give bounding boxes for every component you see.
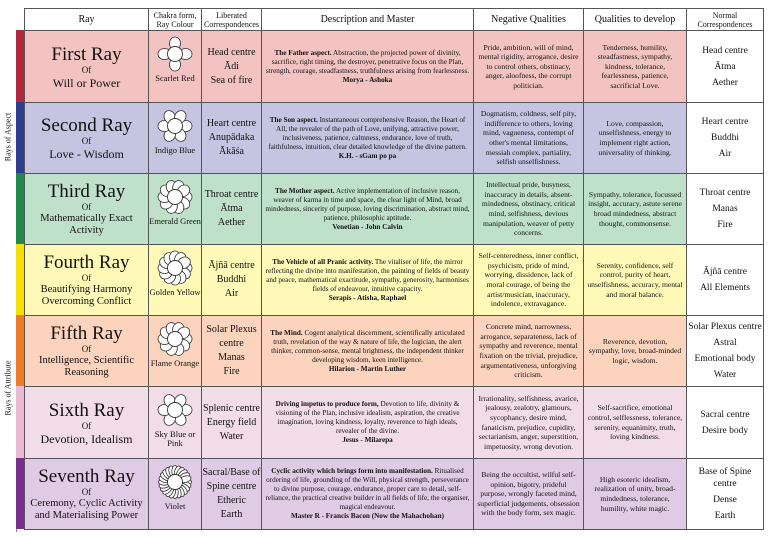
ray-colour-strip [16,173,24,244]
chakra-cell [149,245,202,316]
normal-item: All Elements [700,283,750,293]
header-liberated: Liberated Correspondences [202,9,262,31]
ray-subtitle: Devotion, Idealism [40,431,133,446]
ray-title: Sixth Ray [48,399,125,421]
normal-item: Dense [713,495,737,505]
header-ray: Ray [25,9,149,31]
master-name: Serapis - Atisha, Raphael [328,293,407,302]
ray-title: Seventh Ray [38,466,135,487]
liberated-item: Ādi [224,60,239,72]
master-name: Hilarion - Martin Luther [328,364,407,373]
ray-title-cell [25,174,149,245]
normal-item: Ājñā centre [702,267,748,277]
normal-item: Desire body [701,425,749,436]
ray-subtitle: Ceremony, Cyclic Activity and Materialising Power [30,498,143,521]
liberated-item: Ākāśa [219,146,244,157]
description-cell [262,245,474,316]
normal-item: Solar Plexus centre [688,322,762,332]
liberated-correspondences [202,316,262,387]
qualities-to-develop: High esoteric idealism, realization of unity, broad-mindedness, tolerance, humility, white magic. [584,459,687,530]
master-name: Venetian - John Calvin [332,222,403,231]
liberated-item: Ājñā centre [208,260,255,271]
liberated-item: Water [219,430,244,442]
ray-title-cell [25,103,149,174]
ray-colour-strip [16,244,24,315]
liberated-correspondences [202,387,262,459]
ray-subtitle: Mathematically Exact Activity [40,213,133,236]
normal-item: Buddhi [711,133,739,143]
chakra-cell [149,174,202,245]
ray-title: Third Ray [47,181,126,202]
description-cell [262,103,474,174]
negative-qualities: Self-centeredness, inner conflict, psychicism, pride of mind, worrying, dissidence, lack of moral courage, of being the artist/musician, inaccuracy, indolence, extravagance. [474,245,584,316]
ray-subtitle: Love - Wisdom [49,147,124,161]
ray-title: Fourth Ray [43,252,130,273]
liberated-item: Solar Plexus centre [206,324,257,349]
ray-title-cell [25,316,149,387]
ray-row [25,316,764,387]
master-name: K.H. - sGam po pa [338,151,397,160]
master-name: Master R - Francis Bacon (Now the Mahachohan) [291,512,444,520]
negative-qualities: Pride, ambition, will of mind, mental rigidity, arrogance, desire to control others, obstinacy, anger, aloofness, the corrupt politician. [474,31,584,103]
ray-of: Of [81,344,92,354]
liberated-item: Etheric [217,495,246,506]
chakra-lotus-icon [157,36,193,72]
liberated-correspondences [202,459,262,530]
description-cell [262,459,474,530]
chakra-cell [149,316,202,387]
normal-item: Air [718,149,732,159]
normal-item: Sacral centre [700,409,750,420]
normal-correspondences [687,103,764,174]
liberated-item: Anupādaka [208,132,255,143]
normal-item: Aether [712,77,738,88]
chakra-lotus-icon [157,108,193,144]
description-lead: The Mother aspect. [275,186,335,195]
master-name: Jesus - Milarepa [342,436,393,444]
ray-title: Second Ray [40,115,133,136]
liberated-item: Splenic centre [203,402,260,414]
qualities-to-develop: Self-sacrifice, emotional control, selflessness, tolerance, serenity, equanimity, truth, loving kindness. [584,387,687,459]
chakra-lotus-icon [157,179,193,215]
chakra-lotus-icon [157,321,193,357]
description-cell [262,316,474,387]
rays-table [24,8,764,530]
chakra-colour-label: Violet [164,501,186,511]
normal-item: Manas [712,204,738,214]
normal-item: Emotional body [694,354,756,364]
normal-correspondences [687,316,764,387]
chakra-lotus-icon [157,392,193,428]
ray-title-cell [25,387,149,459]
description-lead: Driving impetus to produce form, [275,400,379,408]
ray-subtitle: Beautifying Harmony Overcoming Conflict [40,284,133,307]
liberated-item: Sea of fire [210,74,253,86]
ray-title: Fifth Ray [50,323,123,344]
ray-title-cell [25,459,149,530]
chakra-cell [149,387,202,459]
chakra-cell [149,103,202,174]
negative-qualities: Dogmatism, coldness, self pity, indifference to others, loving mind, vagueness, contempt of other's mental limitations, messiah complex, partiality, selfish unselfishness. [474,103,584,174]
normal-item: Heart centre [701,117,749,127]
chakra-lotus-icon [157,250,193,286]
liberated-item: Energy field [206,416,257,428]
normal-item: Fire [717,220,733,230]
ray-row [25,387,764,459]
ray-colour-strip [16,458,24,529]
qualities-to-develop: Sympathy, tolerance, focussed insight, accuracy, astute serene broad mindedness, abstract thought, commonsense. [584,174,687,245]
description-cell [262,174,474,245]
liberated-correspondences [202,103,262,174]
liberated-correspondences [202,174,262,245]
description-text: Abstraction, the projected power of divinity, sacrifice, right timing, the destroyer, penetrative focus on the Plan, strength, courage, steadfastness, truthfulness arising from fearlessness. [265,48,470,75]
chakra-cell [149,459,202,530]
header-description: Description and Master [262,9,474,31]
normal-correspondences [687,174,764,245]
qualities-to-develop: Love, compassion, unselfishness, energy to implement right action, universality of thinking. [584,103,687,174]
ray-row [25,174,764,245]
description-cell [262,31,474,103]
normal-item: Earth [714,511,736,521]
liberated-item: Buddhi [216,274,247,285]
ray-of: Of [81,136,92,146]
ray-colour-strip [16,386,24,458]
ray-colour-strip [16,102,24,173]
header-normal: Normal Correspondences [687,9,764,31]
liberated-item: Head centre [207,46,256,58]
description-lead: The Vehicle of all Pranic activity. [272,257,374,266]
liberated-item: Heart centre [206,118,257,129]
negative-qualities: Concrete mind, narrowness, arrogance, separateness, lack of sympathy and reverence, mental fixation on the trivial, prejudice, argumentativeness, unforgiving criticism. [474,316,584,387]
chakra-colour-label: Flame Orange [150,358,200,368]
normal-correspondences [687,245,764,316]
normal-item: Throat centre [699,188,751,198]
normal-correspondences [687,31,764,103]
ray-title-cell [25,245,149,316]
description-lead: The Mind. [270,328,303,337]
description-text: Active implementation of inclusive reason, weaver of karma in time and space, the clear light of Mind, broad mindedness, sincerity of purpose, loving discrimination, abstract mind, patience, philosophic aptitude. [265,186,470,222]
liberated-item: Ātma [220,203,243,214]
description-lead: Cyclic activity which brings form into manifestation. [271,467,433,475]
liberated-item: Manas [218,352,245,363]
description-lead: The Father aspect. [274,48,332,57]
liberated-item: Aether [217,217,246,228]
chakra-colour-label: Emerald Green [149,216,201,226]
ray-colour-strip [16,30,24,102]
normal-item: Astral [713,338,737,348]
description-text: Instantaneous comprehensive Reason, the Heart of All, the revealer of the path of Love, unifying, attractive power, inclusiveness, patience, calmness, endurance, love of truth, faithfulness, intuition, clear detailed knowledge of the divine pattern. [268,115,467,151]
ray-of: Of [81,420,92,431]
header-negative: Negative Qualities [474,9,584,31]
description-text: Cogent analytical discernment, scientifically articulated truth, revelation of the way & nature of life, the logician, the alert thinker, common-sense, mental brightness, the independent thinker developing wisdom, keen intelligence. [271,328,465,364]
normal-correspondences [687,387,764,459]
chakra-cell [149,31,202,103]
ray-row [25,31,764,103]
normal-item: Ātma [714,61,736,72]
qualities-to-develop: Reverence, devotion, sympathy, love, broad-minded logic, wisdom. [584,316,687,387]
normal-item: Water [713,370,737,380]
ray-title-cell [25,31,149,103]
ray-row [25,103,764,174]
liberated-item: Sacral/Base of Spine centre [202,467,261,492]
chakra-colour-label: Sky Blue or Pink [154,429,196,448]
header-qualities: Qualities to develop [584,9,687,31]
rays-of-aspect-label: Rays of Aspect [0,30,17,243]
negative-qualities: Being the occultist, wilful self-opinion, bigotry, prideful purpose, wrongly faceted mind, superficial judgements, obsession with the body form, sex magic. [474,459,584,530]
ray-colour-strip [16,315,24,386]
liberated-correspondences [202,245,262,316]
description-text: The vitaliser of life, the mirror reflecting the divine into manifestation, the painting of fields of beauty and peace, mathematical exactitude, sympathy, generosity, harmonises fields of endeavour, intuitive capacity. [265,257,470,293]
liberated-item: Throat centre [204,189,259,200]
ray-of: Of [81,64,92,75]
ray-row [25,245,764,316]
liberated-correspondences [202,31,262,103]
liberated-item: Air [224,288,239,299]
description-cell [262,387,474,459]
ray-of: Of [81,273,92,283]
ray-of: Of [81,487,92,497]
description-text: Devotion to life, divinity & visioning of the Plan, inclusive idealism, aspiration, the creative imagination, loving kindness, loyalty, reverence to high ideals, revealer of the divine. [275,400,460,435]
ray-subtitle: Will or Power [52,75,121,90]
ray-title: First Ray [51,43,122,65]
header-chakra: Chakra form, Ray Colour [149,9,202,31]
qualities-to-develop: Serenity, confidence, self control, purity of heart, unselfishness, accuracy, mental and moral balance. [584,245,687,316]
negative-qualities: Irrationality, selfishness, avarice, jealousy, zealotry, glamours, sycophancy, desire mind, fanaticism, prejudice, cupidity, sectarianism, anger, superstition, impetuosity, wrong devotion. [474,387,584,459]
master-name: Morya - Ashoka [342,75,393,84]
chakra-lotus-icon [157,464,193,500]
ray-of: Of [81,202,92,212]
normal-item: Head centre [702,45,748,56]
description-text: Ritualised ordering of life, grounding of the Will, physical strength, perseverance to divine purpose, courage, endurance, proper care to detail, self-reliance, the practical creative builder in all fields of life, the organiser, magical endeavour. [265,467,470,511]
liberated-item: Fire [223,366,240,377]
chakra-colour-label: Golden Yellow [149,287,201,297]
liberated-item: Earth [220,509,243,520]
ray-subtitle: Intelligence, Scientific Reasoning [38,355,135,378]
negative-qualities: Intellectual pride, busyness, inaccuracy in details, absent-mindedness, obstinacy, critical mind, selfishness, devious manipulation, weaver of petty concerns. [474,174,584,245]
normal-correspondences [687,459,764,530]
ray-row [25,459,764,530]
chakra-colour-label: Scarlet Red [155,73,195,83]
qualities-to-develop: Tenderness, humility, steadfastness, sympathy, kindness, tolerance, fearlessness, patience, sacrificial Love. [584,31,687,103]
description-lead: The Son aspect. [269,115,318,124]
rays-of-attribute-label: Rays of Attribute [0,243,17,532]
chakra-colour-label: Indigo Blue [154,145,196,155]
normal-item: Base of Spine centre [698,467,752,489]
